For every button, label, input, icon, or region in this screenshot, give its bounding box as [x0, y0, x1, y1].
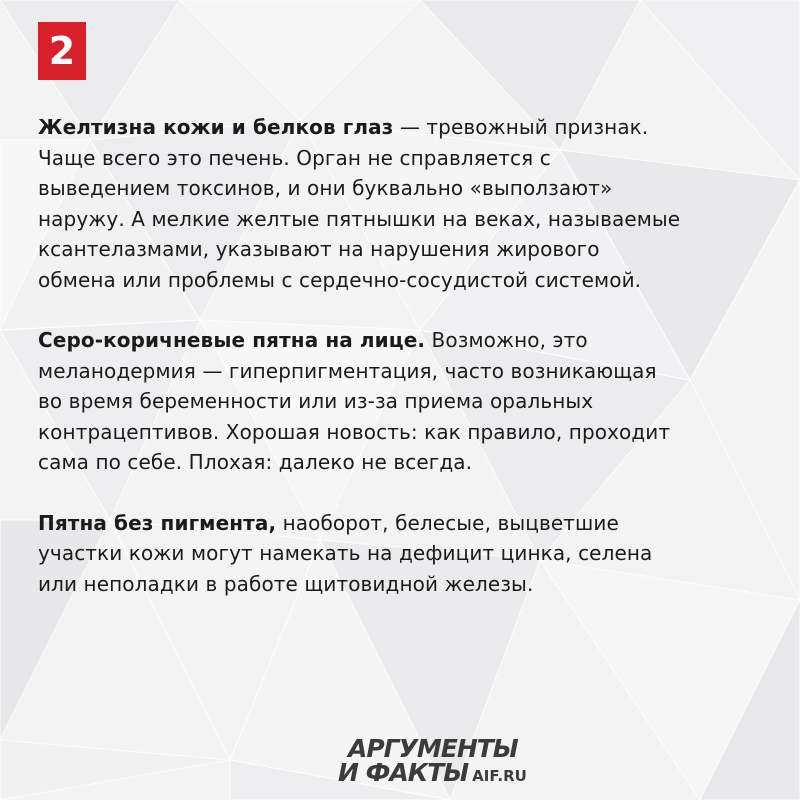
text-line: меланодермия — гиперпигментация, часто возникающая [38, 358, 657, 383]
text-line: наоборот, белесые, выцветшие [276, 510, 619, 535]
text-line: участки кожи могут намекать на дефицит цинка, селена [38, 541, 653, 565]
slide-number-badge [38, 22, 86, 80]
paragraph-heading: Желтизна кожи и белков глаз [38, 115, 394, 139]
text-line: контрацептивов. Хорошая новость: как правило, проходит [38, 419, 671, 444]
paragraph-depigmented-spots [38, 508, 773, 600]
text-line: выведением токсинов, и они буквально «выползают» [38, 176, 613, 200]
paragraph-brown-spots [38, 325, 773, 478]
logo-line-2-text: И ФАКТЫ [338, 758, 469, 787]
text-line: сама по себе. Плохая: далеко не всегда. [38, 450, 473, 474]
paragraph-heading: Серо-коричневые пятна на лице. [38, 328, 426, 352]
logo-line-1: АРГУМЕНТЫ [348, 734, 518, 763]
text-line: наружу. А мелкие желтые пятнышки на веках, называемые [38, 206, 681, 231]
text-line: или неполадки в работе щитовидной железы. [38, 571, 534, 596]
article-text [38, 112, 773, 599]
slide-number: 2 [48, 29, 76, 73]
text-line: — тревожный признак. [393, 115, 649, 139]
logo-site: AIF.RU [472, 767, 527, 785]
text-line: ксантелазмами, указывают на нарушения жирового [38, 237, 600, 261]
paragraph-heading: Пятна без пигмента, [38, 510, 277, 535]
text-line: Возможно, это [425, 328, 588, 352]
paragraph-yellowness [38, 112, 773, 295]
text-line: обмена или проблемы с сердечно-сосудистой системой. [38, 267, 642, 292]
logo-line-2 [338, 758, 527, 787]
aif-logo [330, 732, 527, 790]
text-line: Чаще всего это печень. Орган не справляется с [38, 145, 551, 170]
text-line: во время беременности или из-за приема оральных [38, 389, 594, 413]
